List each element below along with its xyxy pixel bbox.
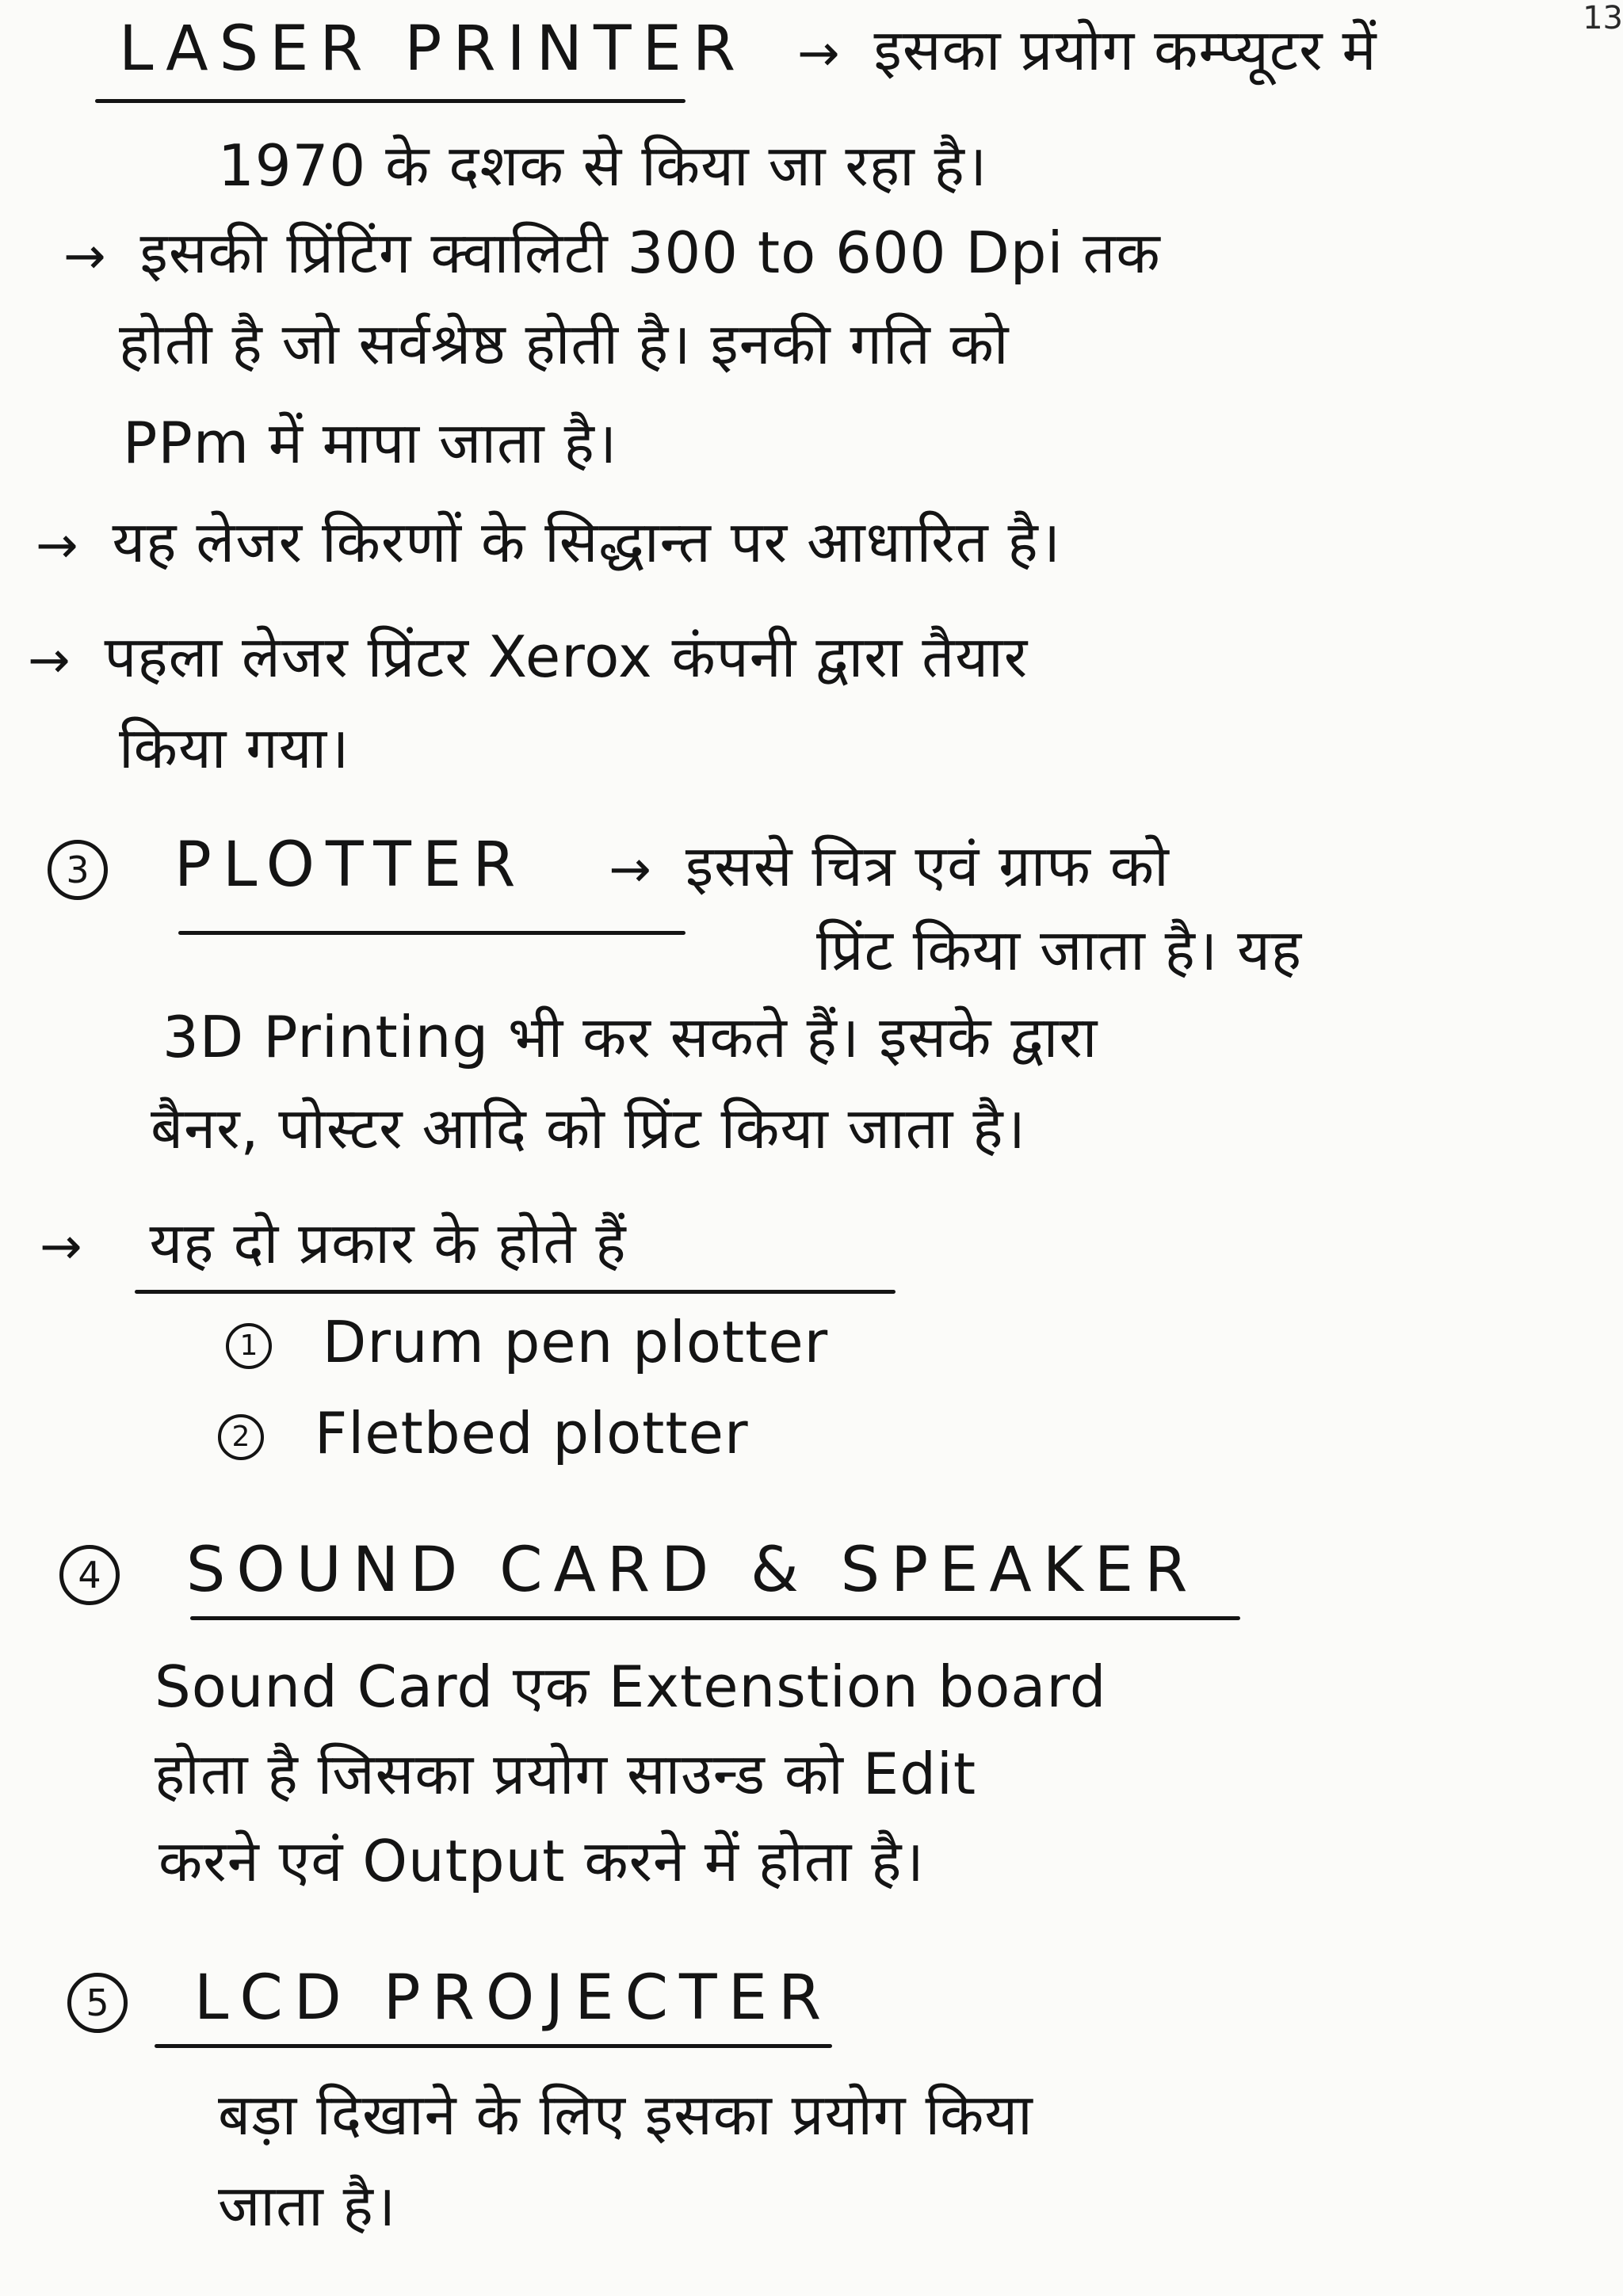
type-number-1: 1	[226, 1323, 272, 1369]
sound-card-underline	[190, 1616, 1240, 1620]
laser-printer-line7-row	[28, 626, 1028, 689]
laser-printer-line7: पहला लेजर प्रिंटर Xerox कंपनी द्वारा तैयार	[104, 624, 1029, 690]
plotter-type-1-row	[226, 1311, 828, 1374]
arrow-icon: →	[36, 517, 79, 576]
lcd-underline	[155, 2044, 832, 2048]
laser-printer-heading: LASER PRINTER	[119, 13, 747, 85]
arrow-icon: →	[797, 25, 841, 84]
sound-card-heading: SOUND CARD & SPEAKER	[185, 1535, 1199, 1606]
plotter-type-2-row	[218, 1402, 749, 1465]
laser-printer-heading-line	[119, 13, 1377, 85]
plotter-types-underline	[135, 1290, 896, 1294]
plotter-heading-line	[48, 832, 1170, 900]
plotter-type-1: Drum pen plotter	[322, 1309, 829, 1375]
sound-card-line1: Sound Card एक Extenstion board	[155, 1653, 1107, 1720]
section-number-5: 5	[67, 1973, 128, 2033]
plotter-line4: बैनर, पोस्टर आदि को प्रिंट किया जाता है।	[151, 1095, 1026, 1161]
lcd-heading: LCD PROJECTER	[193, 1962, 833, 2034]
plotter-line2: प्रिंट किया जाता है। यह	[816, 917, 1303, 983]
arrow-icon: →	[28, 631, 71, 691]
laser-printer-line3: इसकी प्रिंटिंग क्वालिटी 300 to 600 Dpi तक	[139, 219, 1161, 286]
laser-printer-underline	[95, 99, 685, 103]
sound-card-heading-line	[59, 1537, 1198, 1605]
sound-card-line2: होता है जिसका प्रयोग साउन्ड को Edit	[155, 1741, 977, 1807]
laser-printer-line1: इसका प्रयोग कम्प्यूटर में	[873, 17, 1377, 83]
page-number: 13	[1583, 0, 1623, 36]
plotter-line1: इससे चित्र एवं ग्राफ को	[685, 833, 1170, 899]
type-number-2: 2	[218, 1414, 264, 1460]
laser-printer-line5: PPm में मापा जाता है।	[123, 410, 618, 476]
laser-printer-line2: 1970 के दशक से किया जा रहा है।	[218, 132, 988, 199]
plotter-type-2: Fletbed plotter	[314, 1400, 749, 1466]
plotter-line5-row	[40, 1212, 627, 1276]
arrow-icon: →	[609, 841, 652, 900]
arrow-icon: →	[40, 1218, 83, 1277]
section-number-4: 4	[59, 1545, 120, 1605]
plotter-underline	[178, 931, 685, 935]
laser-printer-line3-row	[63, 219, 1161, 287]
plotter-heading: PLOTTER	[174, 830, 527, 901]
arrow-icon: →	[63, 227, 107, 287]
plotter-line3: 3D Printing भी कर सकते हैं। इसके द्वारा	[162, 1004, 1098, 1070]
laser-printer-line6-row	[36, 511, 1061, 574]
laser-printer-line8: किया गया।	[119, 715, 350, 781]
laser-printer-line4: होती है जो सर्वश्रेष्ठ होती है। इनकी गति को	[119, 311, 1010, 377]
plotter-line5: यह दो प्रकार के होते हैं	[149, 1210, 627, 1276]
lcd-line2: जाता है।	[218, 2172, 397, 2239]
lcd-heading-line	[67, 1962, 833, 2034]
section-number-3: 3	[48, 840, 108, 900]
laser-printer-line6: यह लेजर किरणों के सिद्धान्त पर आधारित है।	[112, 509, 1062, 575]
sound-card-line3: करने एवं Output करने में होता है।	[158, 1828, 925, 1894]
lcd-line1: बड़ा दिखाने के लिए इसका प्रयोग किया	[218, 2081, 1033, 2148]
